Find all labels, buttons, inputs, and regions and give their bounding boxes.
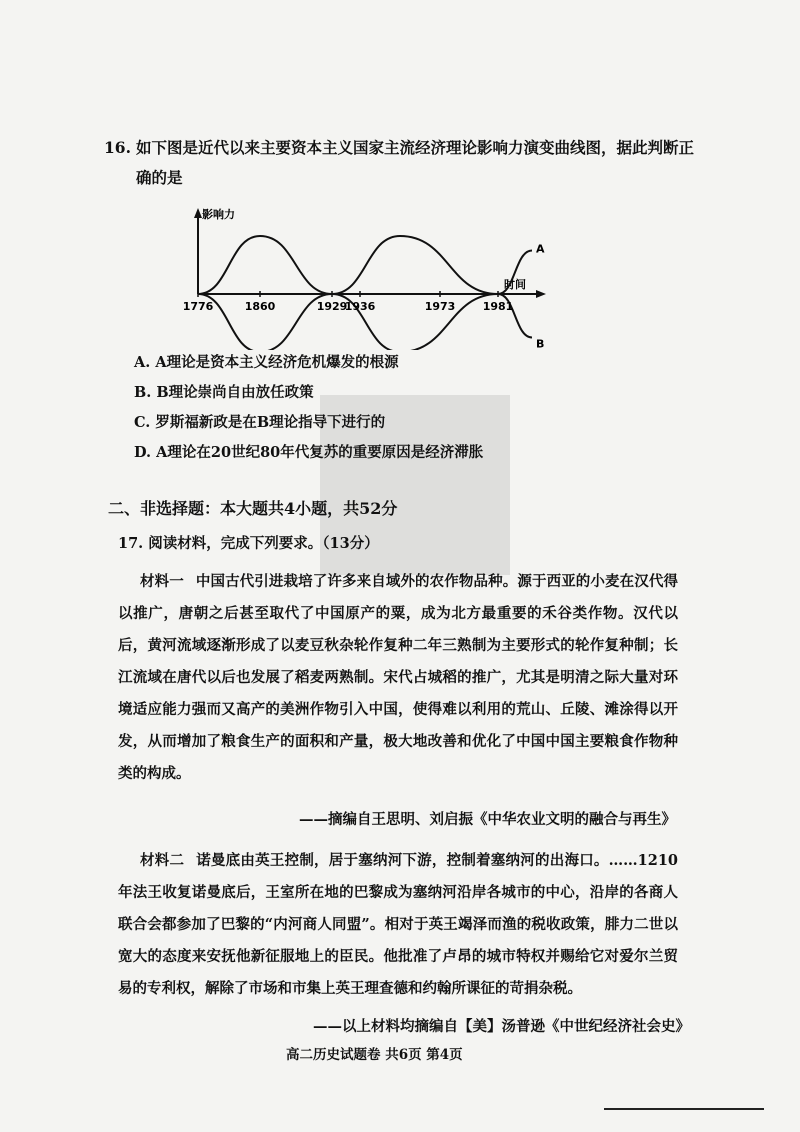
material-2-source: ——以上材料均摘编自【美】汤普逊《中世纪经济社会史》 xyxy=(313,1018,690,1035)
page-footer: 高二历史试题卷 共6页 第4页 xyxy=(286,1047,463,1063)
option-c[interactable]: C. 罗斯福新政是在B理论指导下进行的 xyxy=(134,414,386,431)
question-number: 16. xyxy=(104,138,131,157)
series-a-label: A xyxy=(536,242,545,256)
material-1 xyxy=(118,566,678,798)
x-tick-label: 1776 xyxy=(182,300,214,313)
y-axis-arrow xyxy=(194,208,202,218)
x-tick-label: 1860 xyxy=(244,300,276,313)
question-17-title: 17. 阅读材料，完成下列要求。（13分） xyxy=(118,535,379,552)
material-1-source: ——摘编自王思明、刘启振《中华农业文明的融合与再生》 xyxy=(299,811,676,828)
x-tick-label: 1973 xyxy=(424,300,456,313)
x-tick-label: 1929 xyxy=(316,300,348,313)
divider-line xyxy=(604,1108,764,1110)
x-axis-arrow xyxy=(536,290,546,298)
x-axis-label: 时间 xyxy=(504,278,526,291)
section-heading: 二、非选择题：本大题共4小题，共52分 xyxy=(108,499,398,518)
material-2-label: 材料二 xyxy=(140,852,185,869)
answer-options xyxy=(134,348,483,468)
material-2-text: 诺曼底由英王控制，居于塞纳河下游，控制着塞纳河的出海口。……1210年法王收复诺曼底后，王室所在地的巴黎成为塞纳河沿岸各城市的中心，沿岸的各商人联合会都参加了巴黎的“内河商人同盟”。相对于英王竭泽而渔的税收政策，腓力二世以宽大的态度来安抚他新征服地上的臣民。他批准了卢昂的城市特权并赐给它对爱尔兰贸易的专利权，解除了市场和市集上英王理查德和约翰所课征的苛捐杂税。 xyxy=(118,852,679,997)
option-a[interactable]: A. A理论是资本主义经济危机爆发的根源 xyxy=(134,354,399,371)
series-b-label: B xyxy=(536,337,545,350)
option-d[interactable]: D. A理论在20世纪80年代复苏的重要原因是经济滞胀 xyxy=(134,444,484,461)
influence-curve-chart xyxy=(180,200,550,350)
option-b[interactable]: B. B理论崇尚自由放任政策 xyxy=(134,384,314,401)
question-stem: 如下图是近代以来主要资本主义国家主流经济理论影响力演变曲线图，据此判断正确的是 xyxy=(136,138,695,187)
material-1-label: 材料一 xyxy=(140,573,184,590)
x-tick-label: 1981 xyxy=(482,300,514,313)
x-tick-label: 1936 xyxy=(344,300,376,313)
material-1-text: 中国古代引进栽培了许多来自域外的农作物品种。源于西亚的小麦在汉代得以推广，唐朝之后甚至取代了中国原产的粟，成为北方最重要的禾谷类作物。汉代以后，黄河流域逐渐形成了以麦豆秋杂轮作复种二年三熟制为主要形式的轮作复种制；长江流域在唐代以后也发展了稻麦两熟制。宋代占城稻的推广，尤其是明清之际大量对环境适应能力强而又高产的美洲作物引入中国，使得难以利用的荒山、丘陵、滩涂得以开发，从而增加了粮食生产的面积和产量，极大地改善和优化了中国中国主要粮食作物种类的构成。 xyxy=(118,573,678,782)
y-axis-label: 影响力 xyxy=(202,208,235,221)
material-2 xyxy=(118,845,678,1005)
